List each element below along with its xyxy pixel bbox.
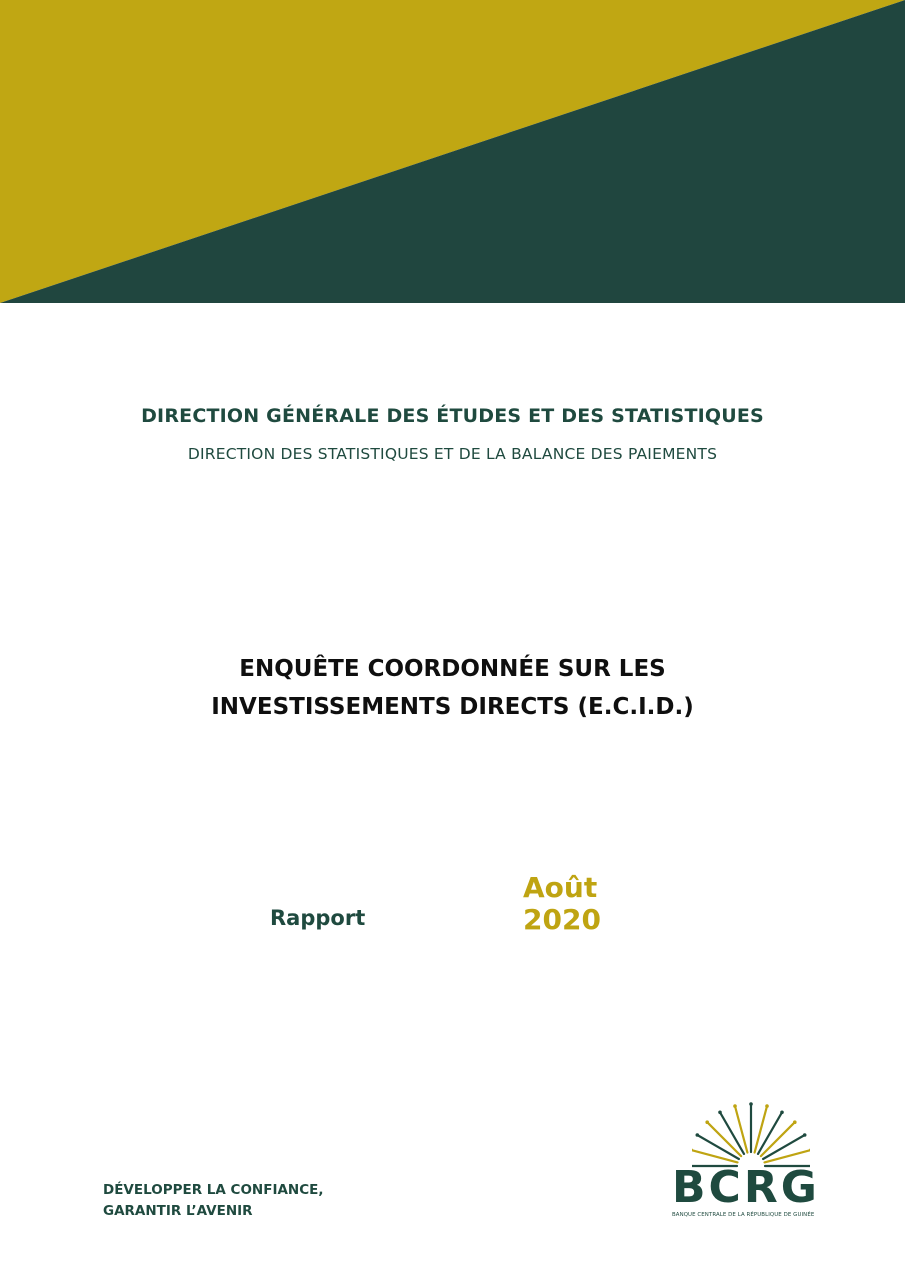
spear-tip <box>696 1133 700 1137</box>
spear-tip <box>793 1120 797 1124</box>
direction-sub-heading: DIRECTION DES STATISTIQUES ET DE LA BALANCE DES PAIEMENTS <box>187 445 718 463</box>
tagline <box>103 1180 323 1222</box>
tagline-line-1: DÉVELOPPER LA CONFIANCE, <box>103 1182 324 1198</box>
spear-tip <box>718 1111 722 1115</box>
spear-line <box>735 1106 747 1152</box>
spear-line <box>755 1106 767 1152</box>
spear-tip <box>749 1102 753 1106</box>
spear-tip <box>765 1104 769 1108</box>
report-title <box>0 650 905 726</box>
bcrg-wordmark: BCRG <box>672 1162 820 1213</box>
spear-tip <box>803 1133 807 1137</box>
spear-tip <box>705 1120 709 1124</box>
tagline-line-2: GARANTIR L’AVENIR <box>103 1203 253 1219</box>
report-month: Août <box>523 871 598 904</box>
report-year: 2020 <box>523 903 601 936</box>
spear-line <box>692 1150 738 1162</box>
report-date <box>523 872 601 936</box>
spear-line <box>765 1150 811 1162</box>
direction-generale-heading: DIRECTION GÉNÉRALE DES ÉTUDES ET DES STATISTIQUES <box>141 405 764 427</box>
bcrg-caption: BANQUE CENTRALE DE LA RÉPUBLIQUE DE GUINÉE <box>672 1212 815 1218</box>
spear-tip <box>733 1104 737 1108</box>
report-title-line-2: INVESTISSEMENTS DIRECTS (E.C.I.D.) <box>211 694 694 720</box>
cover-banner <box>0 0 905 303</box>
report-type-label: Rapport <box>270 906 366 930</box>
report-title-line-1: ENQUÊTE COORDONNÉE SUR LES <box>239 656 666 682</box>
spear-tip <box>780 1111 784 1115</box>
radiating-spears-icon <box>692 1100 810 1168</box>
